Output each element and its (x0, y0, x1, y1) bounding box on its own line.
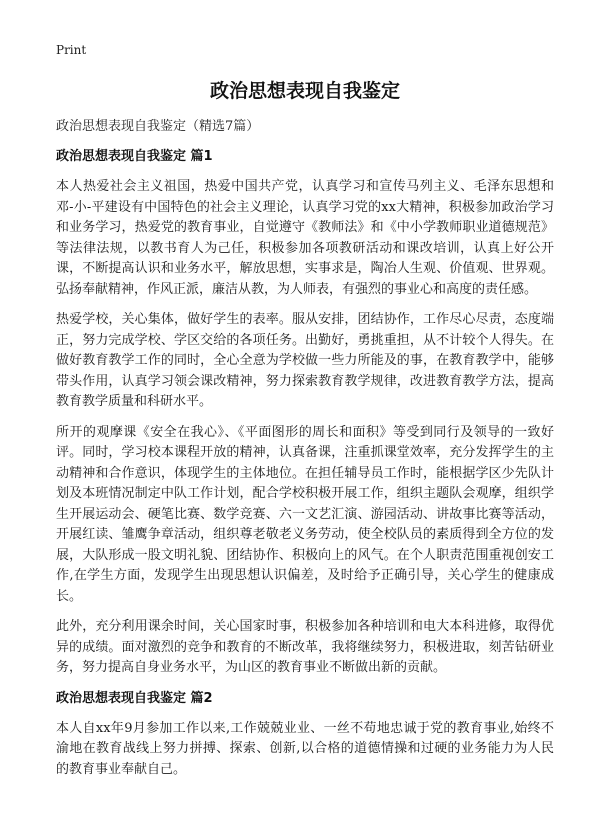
section-heading: 政治思想表现自我鉴定 篇1 (56, 149, 213, 164)
section-heading: 政治思想表现自我鉴定 篇2 (56, 690, 213, 706)
section-1 (56, 147, 554, 679)
paragraph: 此外，充分利用课余时间，关心国家时事，积极参加各种培训和电大本科进修，取得优异的成绩。面对激烈的竞争和教育的不断改革，我将继续努力，积极进取，刻苦钻研业务，努力提高自身业务水平，为山区的教育事业不断做出新的贡献。 (56, 619, 554, 675)
paragraph: 所开的观摩课《安全在我心》、《平面图形的周长和面积》等受到同行及领导的一致好评。同时，学习校本课程开放的精神，认真备课，注重抓课堂效率，充分发挥学生的主动精神和合作意识，体现学生的主体地位。在担任辅导员工作时，能根据学区少先队计划及本班情况制定中队工作计划，配合学校积极开展工作，组织主题队会观摩，组织学生开展运动会、硬笔比赛、数学竞赛、六一文艺汇演、游园活动、讲故事比赛等活动，开展红读、雏鹰争章活动，组织尊老敬老义务劳动，使全校队员的素质得到全方位的发展，大队形成一股文明礼貌、团结协作、积极向上的风气。在个人职责范围重视创安工作,在学生方面，发现学生出现思想认识偏差，及时给予正确引导，关心学生的健康成长。 (56, 424, 554, 604)
paragraph: 本人自xx年9月参加工作以来,工作兢兢业业、一丝不苟地忠诚于党的教育事业,始终不渝地在教育战线上努力拼搏、探索、创新,以合格的道德情操和过硬的业务能力为人民的教育事业奉献自己。 (56, 720, 554, 777)
paragraph: 本人热爱社会主义祖国，热爱中国共产党，认真学习和宣传马列主义、毛泽东思想和邓-小-平建设有中国特色的社会主义理论，认真学习党的xx大精神，积极参加政治学习和业务学习，热爱党的教育事业，自觉遵守《教师法》和《中小学教师职业道德规范》等法律法规，以教书育人为己任，积极参加各项教研活动和课改培训，认真上好公开课，不断提高认识和业务水平，解放思想，实事求是，陶冶人生观、价值观、世界观。弘扬奉献精神，作风正派，廉洁从教，为人师表，有强烈的事业心和高度的责任感。 (56, 179, 554, 297)
page-title: 政治思想表现自我鉴定 (209, 80, 400, 102)
print-link[interactable]: Print (56, 43, 87, 57)
paragraph: 热爱学校，关心集体，做好学生的表率。服从安排，团结协作，工作尽心尽责，态度端正，努力完成学校、学区交给的各项任务。出勤好，勇挑重担，从不计较个人得失。在做好教育教学工作的同时，全心全意为学校做一些力所能及的事，在教育教学中，能够带头作用，认真学习领会课改精神，努力探索教育教学规律，改进教育教学方法，提高教育教学质量和科研水平。 (56, 312, 554, 409)
section-2 (56, 689, 554, 781)
document-subtitle: 政治思想表现自我鉴定（精选7篇） (56, 119, 260, 134)
